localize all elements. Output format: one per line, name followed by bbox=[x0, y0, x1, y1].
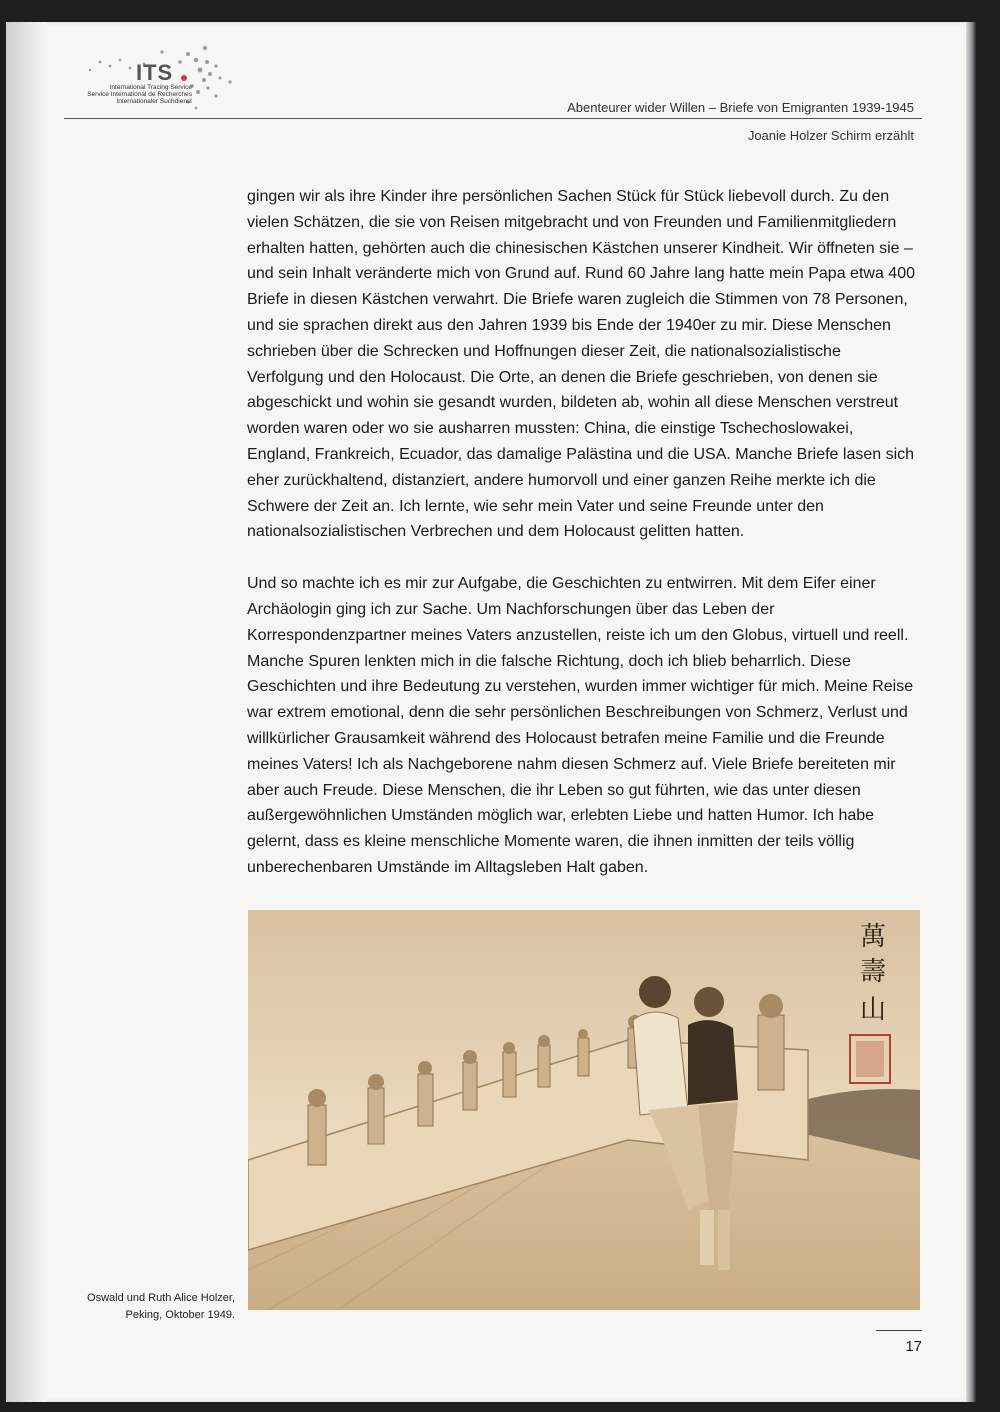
calligraphy-char: 萬 bbox=[860, 922, 887, 952]
calligraphy-char: 壽 bbox=[860, 957, 887, 987]
page-gutter-shadow bbox=[6, 22, 46, 1402]
page-edge bbox=[966, 22, 976, 1402]
paragraph-2: Und so machte ich es mir zur Aufgabe, die Geschichten zu entwirren. Mit dem Eifer einer Archäologin ging ich zur Sache. Um Nachforschungen über das Leben der Korrespondenzpartner meines Vaters anzustellen, reiste ich um den Globus, virtuell und reell. Manche Spuren lenkten mich in die falsche Richtung, doch ich blieb beharrlich. Diese Geschichten und ihre Bedeutung zu verstehen, wurden immer wichtiger für mich. Meine Reise war extrem emotional, denn die sehr persönlichen Beschreibungen von Schmerz, Verlust und willkürlicher Grausamkeit während des Holocaust betrafen meine Familie und die Freunde meines Vaters! Ich als Nachgeborene nahm diesen Schmerz auf. Viele Briefe bereiteten mir aber auch Freude. Diese Menschen, die ihr Leben so gut führten, wie das unter diesen außergewöhnlichen Umständen möglich war, erlebten Liebe und hatten Humor. Ich habe gelernt, dass es kleine menschliche Momente waren, die ihnen inmitten der teils völlig unberechenbaren Umstände im Alltagsleben Halt gaben. bbox=[247, 575, 914, 876]
page-number: 17 bbox=[905, 1338, 922, 1355]
logo-line: Internationaler Suchdienst bbox=[116, 98, 192, 105]
running-header-title: Abenteurer wider Willen – Briefe von Emigranten 1939-1945 bbox=[567, 100, 914, 115]
photo-caption bbox=[87, 1290, 235, 1324]
article-body bbox=[247, 184, 919, 881]
sepia-photograph bbox=[248, 910, 920, 1310]
logo-wordmark: ITS bbox=[136, 60, 174, 85]
logo-line: Service International de Recherches bbox=[87, 91, 192, 98]
logo-line: International Tracing Service bbox=[109, 84, 192, 91]
calligraphy-char: 山 bbox=[860, 995, 887, 1025]
paragraph-1: gingen wir als ihre Kinder ihre persönlichen Sachen Stück für Stück liebevoll durch. Zu den vielen Schätzen, die sie von Reisen mitgebracht und von Freunden und Familienmitgliedern erhalten hatten, gehörten auch die chinesischen Kästchen unserer Kindheit. Wir öffneten sie – und sein Inhalt veränderte mich von Grund auf. Rund 60 Jahre lang hatte mein Papa etwa 400 Briefe in diesen Kästchen verwahrt. Die Briefe waren zugleich die Stimmen von 78 Personen, und sie sprachen direkt aus den Jahren 1939 bis Ende der 1940er zu mir. Diese Menschen schrieben über die Schrecken und Hoffnungen dieser Zeit, die nationalsozialistische Verfolgung und den Holocaust. Die Orte, an denen die Briefe geschrieben, von denen sie abgeschickt und wohin sie gesandt wurden, bildeten ab, wohin all diese Menschen verstreut worden waren oder wo sie ausharren mussten: China, die einstige Tschechoslowakei, England, Frankreich, Ecuador, das damalige Palästina und die USA. Manche Briefe lasen sich eher zurückhaltend, distanziert, andere humorvoll und einer ganzen Reihe merkte ich die Schwere der Zeit an. Ich lernte, wie sehr mein Vater und seine Freunde unter den nationalsozialistischen Verbrechen und dem Holocaust gelitten hatten. bbox=[247, 188, 915, 541]
caption-line-1: Oswald und Ruth Alice Holzer, bbox=[87, 1292, 235, 1304]
header-divider bbox=[64, 118, 922, 119]
logo-subtitle bbox=[87, 84, 192, 105]
photo-illustration bbox=[248, 910, 920, 1310]
running-header-subtitle: Joanie Holzer Schirm erzählt bbox=[747, 128, 914, 143]
caption-line-2: Peking, Oktober 1949. bbox=[125, 1309, 235, 1321]
page-number-divider bbox=[876, 1330, 922, 1331]
